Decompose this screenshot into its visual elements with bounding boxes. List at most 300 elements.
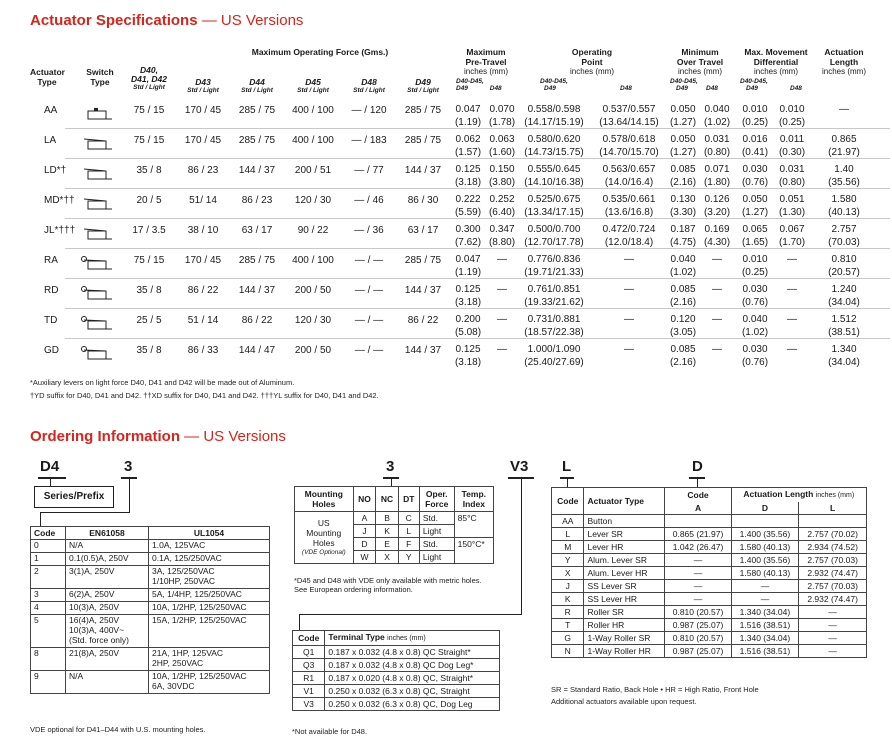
act-l-cell: — [799, 606, 867, 619]
pretravel-unit: inches (mm) [463, 67, 508, 76]
mount-cell: K [376, 525, 398, 538]
spec-cell-ot2: — [712, 314, 722, 325]
spec-cell-md1: 0.010 (0.25) [741, 104, 769, 128]
d48-sub-label: D48 [620, 85, 632, 92]
act-row [552, 619, 867, 632]
elec-code-cell: 5 [31, 615, 66, 648]
act-row [552, 580, 867, 593]
act-row [552, 632, 867, 645]
code-part-mounting: 3 [386, 458, 395, 475]
spec-cell-f45: 120 / 30 [294, 315, 332, 326]
spec-cell-type: TD [44, 315, 58, 326]
spec-cell-f48: — / — [354, 255, 384, 266]
spec-cell-md2: 0.051 (1.30) [778, 194, 806, 218]
act-l-cell: — [799, 632, 867, 645]
spec-cell-f40: 25 / 5 [136, 315, 162, 326]
spec-cell-ot2: 0.031 (0.80) [703, 134, 731, 158]
spec-row [30, 340, 870, 370]
spec-footnote-1: *Auxiliary levers on light force D40, D41 and D42 will be made out of Aluminum. [30, 378, 295, 387]
spec-cell-al: — [839, 104, 849, 115]
spec-cell-f44: 285 / 75 [238, 255, 276, 266]
act-a-cell: 1.042 (26.47) [665, 541, 731, 554]
term-code-cell: R1 [293, 672, 325, 685]
act-a-cell: 0.987 (25.07) [665, 619, 731, 632]
spec-cell-f40: 35 / 8 [136, 285, 162, 296]
spec-cell-f45: 90 / 22 [297, 225, 329, 236]
elec-code-cell: 0 [31, 540, 66, 553]
spec-cell-f44: 144 / 37 [238, 165, 276, 176]
spec-cell-pt1: 0.200 (5.08) [454, 314, 482, 338]
spec-cell-pt1: 0.222 (5.59) [454, 194, 482, 218]
spec-footnote-2: †YD suffix for D40, D41 and D42. ††XD suffix for D40, D41 and D42. †††YL suffix for D40, D41 and D42. [30, 391, 379, 400]
elec-ul-cell: 0.1A, 125/250VAC [149, 553, 270, 566]
act-d-cell: 1.400 (35.56) [731, 528, 799, 541]
spec-cell-md2: — [787, 314, 797, 325]
movement-label: Max. Movement Differential [744, 47, 808, 67]
spec-cell-op2: 0.472/0.724 (12.0/18.4) [602, 224, 656, 248]
d49-label: D49 [415, 77, 431, 87]
spec-cell-f43: 86 / 33 [187, 345, 219, 356]
overtravel-header [666, 48, 734, 94]
spec-cell-f44: 144 / 47 [238, 345, 276, 356]
movement-sub [734, 78, 818, 94]
spec-cell-pt2: — [497, 344, 507, 355]
std-light-label: Std / Light [407, 87, 439, 94]
d49-sub-label: D49 [544, 85, 556, 92]
mount-force-header: Oper. Force [419, 487, 454, 512]
pretravel-sub [450, 78, 522, 92]
elec-row [31, 553, 270, 566]
order-title-main: Ordering Information [30, 428, 180, 445]
order-title-sub: — US Versions [184, 428, 286, 445]
spec-cell-f49: 285 / 75 [404, 105, 442, 116]
spec-cell-ot2: 0.040 (1.02) [703, 104, 731, 128]
act-type-cell: Lever SR [584, 528, 665, 541]
act-code-cell: AA [552, 515, 584, 528]
term-code-cell: V1 [293, 685, 325, 698]
act-d-cell: 1.400 (35.56) [731, 554, 799, 567]
actuation-length-unit: inches (mm) [821, 67, 866, 76]
elec-code-cell: 1 [31, 553, 66, 566]
spec-cell-ot2: 0.169 (4.30) [703, 224, 731, 248]
act-d-cell: 1.516 (38.51) [731, 645, 799, 658]
spec-cell-al: 1.240 (34.04) [828, 284, 860, 308]
spec-cell-md2: 0.067 (1.70) [778, 224, 806, 248]
actuator-switch-icon [80, 285, 114, 301]
act-type-header: Actuator Type [584, 488, 665, 515]
spec-cell-f44: 63 / 17 [241, 225, 273, 236]
spec-cell-op1: 1.000/1.090 (25.40/27.69) [524, 344, 584, 368]
spec-cell-op2: 0.535/0.661 (13.6/16.8) [602, 194, 656, 218]
act-type-cell: 1-Way Roller SR [584, 632, 665, 645]
elec-ul-cell: 10A, 1/2HP, 125/250VAC [149, 602, 270, 615]
elec-row [31, 589, 270, 602]
elec-code-cell: 2 [31, 566, 66, 589]
act-note-1: SR = Standard Ratio, Back Hole • HR = High Ratio, Front Hole [551, 685, 759, 694]
mount-vde-label: (VDE Optional) [301, 548, 346, 556]
d49-sub-label: D49 [676, 85, 688, 92]
spec-cell-ot1: 0.187 (4.75) [669, 224, 697, 248]
connector-line [40, 512, 41, 526]
spec-cell-op2: — [624, 284, 634, 295]
act-a-cell: — [665, 593, 731, 606]
spec-cell-al: 0.810 (20.57) [828, 254, 860, 278]
mount-cell: Light [419, 551, 454, 564]
act-code-cell: G [552, 632, 584, 645]
mount-cell: D [353, 538, 376, 551]
term-row [293, 659, 500, 672]
elec-ul-cell: 21A, 1HP, 125VAC 2HP, 250VAC [149, 648, 270, 671]
row-divider [65, 128, 890, 129]
d40-d45-label: D40-D45, [740, 78, 768, 85]
term-row [293, 646, 500, 659]
spec-cell-ot1: 0.120 (3.05) [669, 314, 697, 338]
spec-cell-op1: 0.776/0.836 (19.71/21.33) [524, 254, 584, 278]
mount-cell: Light [419, 525, 454, 538]
std-light-label: Std / Light [133, 84, 165, 91]
spec-cell-op1: 0.558/0.598 (14.17/15.19) [524, 104, 584, 128]
act-type-cell: Roller SR [584, 606, 665, 619]
term-type-header [325, 631, 500, 646]
row-divider [65, 278, 890, 279]
code-part-rating: 3 [124, 458, 133, 475]
spec-cell-pt1: 0.300 (7.62) [454, 224, 482, 248]
spec-cell-f49: 63 / 17 [407, 225, 439, 236]
spec-cell-f45: 400 / 100 [292, 105, 334, 116]
spec-title-sub: — US Versions [201, 12, 304, 29]
elec-en-cell: N/A [66, 540, 149, 553]
act-l-cell: 2.932 (74.47) [799, 567, 867, 580]
row-divider [65, 158, 890, 159]
spec-cell-ot2: — [712, 344, 722, 355]
act-length-header [731, 488, 866, 503]
spec-cell-al: 1.40 (35.56) [828, 164, 860, 188]
spec-cell-f40: 20 / 5 [136, 195, 162, 206]
spec-cell-pt1: 0.047 (1.19) [454, 254, 482, 278]
act-length-label: Actuation Length [743, 489, 814, 499]
act-l-cell: 2.757 (70.03) [799, 580, 867, 593]
spec-row [30, 220, 870, 250]
act-code-header: Code [552, 488, 584, 515]
mount-cell: X [376, 551, 398, 564]
elec-row [31, 540, 270, 553]
act-code-cell: R [552, 606, 584, 619]
act-d-cell: 1.340 (34.04) [731, 632, 799, 645]
elec-ul-cell: 15A, 1/2HP, 125/250VAC [149, 615, 270, 648]
spec-cell-f43: 38 / 10 [187, 225, 219, 236]
elec-row [31, 602, 270, 615]
spec-cell-pt2: 0.063 (1.60) [488, 134, 516, 158]
spec-cell-f45: 200 / 51 [294, 165, 332, 176]
act-a-cell: 0.810 (20.57) [665, 606, 731, 619]
act-note-2: Additional actuators available upon request. [551, 697, 697, 706]
elec-code-cell: 8 [31, 648, 66, 671]
act-type-cell: 1-Way Roller HR [584, 645, 665, 658]
act-type-cell: Alum. Lever SR [584, 554, 665, 567]
std-light-label: Std / Light [187, 87, 219, 94]
spec-cell-md2: — [787, 254, 797, 265]
spec-cell-md2: — [787, 284, 797, 295]
elec-row [31, 615, 270, 648]
act-l-cell [799, 515, 867, 528]
term-type-label: Terminal Type [328, 632, 385, 642]
act-a-cell [665, 515, 731, 528]
mount-holes-header: Mounting Holes [295, 487, 354, 512]
d40-label: D40, D41, D42 [131, 65, 167, 84]
act-l-cell: 2.757 (70.02) [799, 528, 867, 541]
act-type-cell: SS Lever SR [584, 580, 665, 593]
spec-cell-op2: — [624, 254, 634, 265]
spec-cell-ot2: 0.071 (1.80) [703, 164, 731, 188]
d48-sub-label: D48 [790, 85, 802, 92]
spec-row [30, 250, 870, 280]
d44-header [230, 77, 284, 94]
mount-body [295, 512, 494, 564]
spec-cell-md2: 0.011 (0.30) [778, 134, 806, 158]
mount-holes-cell [295, 512, 354, 564]
spec-cell-f49: 144 / 37 [404, 345, 442, 356]
spec-cell-md1: 0.016 (0.41) [741, 134, 769, 158]
spec-cell-f40: 35 / 8 [136, 345, 162, 356]
term-body [293, 646, 500, 711]
act-code-cell: N [552, 645, 584, 658]
actuation-length-label: Actuation Length [824, 47, 864, 67]
connector-line [697, 479, 698, 487]
spec-cell-f45: 400 / 100 [292, 255, 334, 266]
act-d-cell: — [731, 593, 799, 606]
spec-cell-f43: 86 / 23 [187, 165, 219, 176]
overtravel-unit: inches (mm) [677, 67, 722, 76]
mount-note: *D45 and D48 with VDE only available with metric holes. See European ordering information. [294, 576, 482, 594]
act-d-cell: 1.580 (40.13) [731, 567, 799, 580]
spec-cell-op2: 0.537/0.557 (13.64/14.15) [599, 104, 659, 128]
spec-cell-op1: 0.500/0.700 (12.70/17.78) [524, 224, 584, 248]
elec-ul-cell: 5A, 1/4HP, 125/250VAC [149, 589, 270, 602]
spec-cell-pt1: 0.125 (3.18) [454, 284, 482, 308]
actuator-switch-icon [80, 345, 114, 361]
act-l-cell: 2.757 (70.03) [799, 554, 867, 567]
spec-cell-md2: 0.031 (0.80) [778, 164, 806, 188]
spec-cell-pt2: — [497, 254, 507, 265]
operating-point-header [522, 48, 662, 94]
spec-cell-f49: 144 / 37 [404, 285, 442, 296]
electrical-rating-table [30, 526, 270, 694]
term-type-cell: 0.250 x 0.032 (6.3 x 0.8) QC, Straight [325, 685, 500, 698]
elec-ul-cell: 10A, 1/2HP, 125/250VAC 6A, 30VDC [149, 671, 270, 694]
spec-cell-md2: 0.010 (0.25) [778, 104, 806, 128]
elec-code-cell: 9 [31, 671, 66, 694]
spec-cell-f48: — / 36 [354, 225, 384, 236]
spec-cell-f49: 285 / 75 [404, 255, 442, 266]
act-a-header: A [665, 502, 731, 515]
spec-cell-op1: 0.761/0.851 (19.33/21.62) [524, 284, 584, 308]
std-light-label: Std / Light [353, 87, 385, 94]
d45-header [286, 77, 340, 94]
mount-cell: Std. [419, 512, 454, 525]
act-d-cell: — [731, 580, 799, 593]
term-type-cell: 0.187 x 0.032 (4.8 x 0.8) QC Straight* [325, 646, 500, 659]
spec-cell-f40: 17 / 3.5 [132, 225, 166, 236]
act-code-cell: T [552, 619, 584, 632]
mount-temp-header: Temp. Index [454, 487, 493, 512]
spec-cell-ot1: 0.085 (2.16) [669, 344, 697, 368]
actuator-switch-icon [80, 165, 114, 181]
spec-cell-f45: 200 / 50 [294, 345, 332, 356]
spec-cell-type: LD*† [44, 165, 67, 176]
spec-cell-f43: 51 / 14 [187, 315, 219, 326]
spec-cell-md1: 0.030 (0.76) [741, 284, 769, 308]
spec-cell-ot2: 0.126 (3.20) [703, 194, 731, 218]
connector-line [521, 479, 522, 615]
elec-code-cell: 3 [31, 589, 66, 602]
actuator-switch-icon [80, 225, 114, 241]
spec-cell-pt2: — [497, 314, 507, 325]
spec-row [30, 100, 870, 130]
spec-cell-pt2: 0.347 (8.80) [488, 224, 516, 248]
d48-sub-label: D48 [706, 85, 718, 92]
mount-cell: A [353, 512, 376, 525]
actuator-order-table [551, 487, 867, 658]
spec-cell-f43: 170 / 45 [184, 135, 222, 146]
code-part-actuator: L [562, 458, 572, 475]
elec-ul-cell: 3A, 125/250VAC 1/10HP, 250VAC [149, 566, 270, 589]
act-l-cell: 2.932 (74.47) [799, 593, 867, 606]
series-prefix-box: Series/Prefix [34, 486, 114, 508]
term-code-cell: V3 [293, 698, 325, 711]
mount-cell: C [398, 512, 419, 525]
connector-line [299, 614, 522, 615]
mounting-table [294, 486, 494, 564]
act-row [552, 528, 867, 541]
act-row [552, 541, 867, 554]
spec-cell-ot1: 0.130 (3.30) [669, 194, 697, 218]
spec-cell-f44: 285 / 75 [238, 105, 276, 116]
spec-cell-ot1: 0.050 (1.27) [669, 104, 697, 128]
mount-cell: J [353, 525, 376, 538]
spec-cell-f48: — / 120 [351, 105, 387, 116]
movement-unit: inches (mm) [753, 67, 798, 76]
act-body [552, 515, 867, 658]
spec-cell-ot1: 0.085 (2.16) [669, 284, 697, 308]
spec-cell-al: 1.340 (34.04) [828, 344, 860, 368]
act-type-cell: Lever HR [584, 541, 665, 554]
act-type-cell: SS Lever HR [584, 593, 665, 606]
spec-cell-f49: 144 / 37 [404, 165, 442, 176]
spec-cell-ot2: — [712, 284, 722, 295]
mount-nc-header: NC [376, 487, 398, 512]
spec-cell-type: AA [44, 105, 58, 116]
spec-cell-op2: — [624, 344, 634, 355]
act-code-cell: J [552, 580, 584, 593]
spec-row [30, 130, 870, 160]
d48-header [342, 77, 396, 94]
elec-en-cell: 16(4)A, 250V 10(3)A, 400V~ (Std. force only) [66, 615, 149, 648]
act-a-cell: 0.810 (20.57) [665, 632, 731, 645]
spec-row [30, 190, 870, 220]
spec-cell-f40: 75 / 15 [133, 255, 165, 266]
operating-point-label: Operating Point [571, 47, 613, 67]
spec-cell-op2: 0.578/0.618 (14.70/15.70) [599, 134, 659, 158]
spec-cell-op2: — [624, 314, 634, 325]
d40-d45-label: D40-D45, [540, 78, 568, 85]
act-row [552, 606, 867, 619]
spec-cell-pt1: 0.125 (3.18) [454, 164, 482, 188]
elec-code-header: Code [31, 527, 66, 540]
d40-d45-label: D40-D45, [456, 78, 484, 85]
spec-cell-f44: 285 / 75 [238, 135, 276, 146]
mount-cell: L [398, 525, 419, 538]
spec-cell-f40: 75 / 15 [133, 105, 165, 116]
d43-header [178, 77, 228, 94]
d45-label: D45 [305, 77, 321, 87]
act-code-cell: M [552, 541, 584, 554]
spec-cell-f43: 170 / 45 [184, 105, 222, 116]
act-type-cell: Button [584, 515, 665, 528]
act-a-cell: 0.865 (21.97) [665, 528, 731, 541]
spec-title-main: Actuator Specifications [30, 12, 198, 29]
term-code-cell: Q1 [293, 646, 325, 659]
actuator-switch-icon [80, 315, 114, 331]
act-l-cell: 2.934 (74.52) [799, 541, 867, 554]
d40-header [120, 66, 178, 91]
actuator-switch-icon [80, 195, 114, 211]
act-type-cell: Roller HR [584, 619, 665, 632]
row-divider [65, 188, 890, 189]
spec-cell-md1: 0.030 (0.76) [741, 344, 769, 368]
elec-en-cell: 3(1)A, 250V [66, 566, 149, 589]
term-row [293, 672, 500, 685]
act-code-cell: X [552, 567, 584, 580]
row-divider [65, 248, 890, 249]
mount-dt-header: DT [398, 487, 419, 512]
mount-cell: W [353, 551, 376, 564]
pretravel-header [450, 48, 522, 92]
mount-cell: E [376, 538, 398, 551]
spec-cell-f43: 170 / 45 [184, 255, 222, 266]
code-part-terminal: V3 [510, 458, 529, 475]
spec-cell-f45: 400 / 100 [292, 135, 334, 146]
spec-cell-f48: — / — [354, 285, 384, 296]
connector-line [40, 512, 130, 513]
spec-cell-ot1: 0.085 (2.16) [669, 164, 697, 188]
act-row [552, 515, 867, 528]
spec-cell-f49: 86 / 30 [407, 195, 439, 206]
act-code-cell: Y [552, 554, 584, 567]
term-type-cell: 0.187 x 0.032 (4.8 x 0.8) QC Dog Leg* [325, 659, 500, 672]
spec-cell-f45: 120 / 30 [294, 195, 332, 206]
spec-cell-f48: — / 46 [354, 195, 384, 206]
spec-cell-md2: — [787, 344, 797, 355]
spec-cell-f43: 51/ 14 [189, 195, 217, 206]
elec-ul-header: UL1054 [149, 527, 270, 540]
spec-cell-type: JL*††† [44, 225, 76, 236]
act-d-header: D [731, 502, 799, 515]
spec-cell-pt1: 0.047 (1.19) [454, 104, 482, 128]
act-l-cell: — [799, 645, 867, 658]
mount-no-header: NO [353, 487, 376, 512]
switch-type-header: Switch Type [86, 67, 114, 87]
spec-row [30, 280, 870, 310]
act-row [552, 645, 867, 658]
term-type-cell: 0.250 x 0.032 (6.3 x 0.8) QC, Dog Leg [325, 698, 500, 711]
spec-cell-md1: 0.050 (1.27) [741, 194, 769, 218]
d48-label: D48 [361, 77, 377, 87]
overtravel-label: Minimum Over Travel [676, 47, 724, 67]
spec-cell-al: 2.757 (70.03) [828, 224, 860, 248]
elec-row [31, 566, 270, 589]
act-code-cell: L [552, 528, 584, 541]
mount-cell: Y [398, 551, 419, 564]
